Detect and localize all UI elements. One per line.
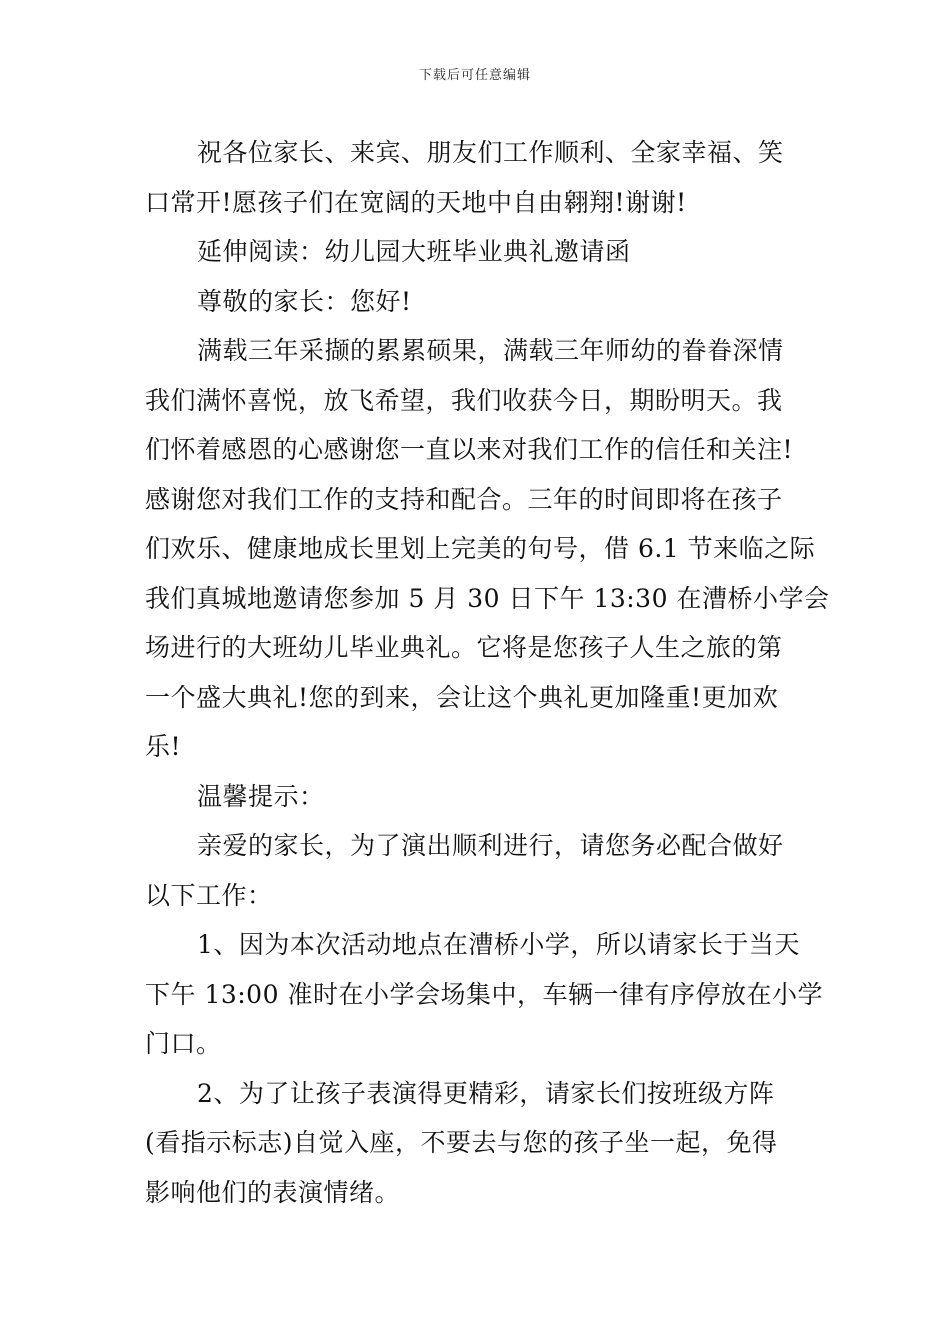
- text-line: 影响他们的表演情绪。: [145, 1177, 401, 1207]
- text-line: 感谢您对我们工作的支持和配合。三年的时间即将在孩子: [145, 484, 783, 514]
- text-line: 我们真城地邀请您参加 5 月 30 日下午 13:30 在漕桥小学会: [145, 583, 830, 613]
- text-line: 祝各位家长、来宾、朋友们工作顺利、全家幸福、笑: [197, 138, 784, 167]
- text-line: 延伸阅读：幼儿园大班毕业典礼邀请函: [197, 237, 631, 266]
- text-line: 满载三年采撷的累累硕果，满载三年师幼的眷眷深情: [197, 336, 784, 365]
- text-line: 2、为了让孩子表演得更精彩，请家长们按班级方阵: [197, 1078, 775, 1108]
- text-line: (看指示标志)自觉入座，不要去与您的孩子坐一起，免得: [145, 1128, 778, 1157]
- text-line: 尊敬的家长：您好!: [197, 286, 412, 316]
- text-line: 我们满怀喜悦，放飞希望，我们收获今日，期盼明天。我: [145, 385, 783, 415]
- text-line: 一个盛大典礼!您的到来，会让这个典礼更加隆重!更加欢: [145, 682, 779, 712]
- text-line: 亲爱的家长，为了演出顺利进行，请您务必配合做好: [197, 831, 784, 860]
- text-line: 乐!: [145, 732, 182, 761]
- text-line: 1、因为本次活动地点在漕桥小学，所以请家长于当天: [197, 930, 800, 959]
- text-line: 们欢乐、健康地成长里划上完美的句号，借 6.1 节来临之际: [145, 534, 816, 563]
- document-body: [145, 128, 830, 1217]
- page-header-note: 下载后可任意编辑: [418, 68, 531, 83]
- text-line: 下午 13:00 准时在小学会场集中，车辆一律有序停放在小学: [145, 979, 823, 1009]
- text-line: 以下工作：: [145, 880, 273, 910]
- text-line: 场进行的大班幼儿毕业典礼。它将是您孩子人生之旅的第: [145, 633, 783, 662]
- text-line: 门口。: [145, 1029, 222, 1058]
- text-line: 们怀着感恩的心感谢您一直以来对我们工作的信任和关注!: [145, 435, 794, 464]
- text-line: 口常开!愿孩子们在宽阔的天地中自由翱翔!谢谢!: [145, 187, 687, 217]
- text-line: 温馨提示：: [197, 781, 325, 811]
